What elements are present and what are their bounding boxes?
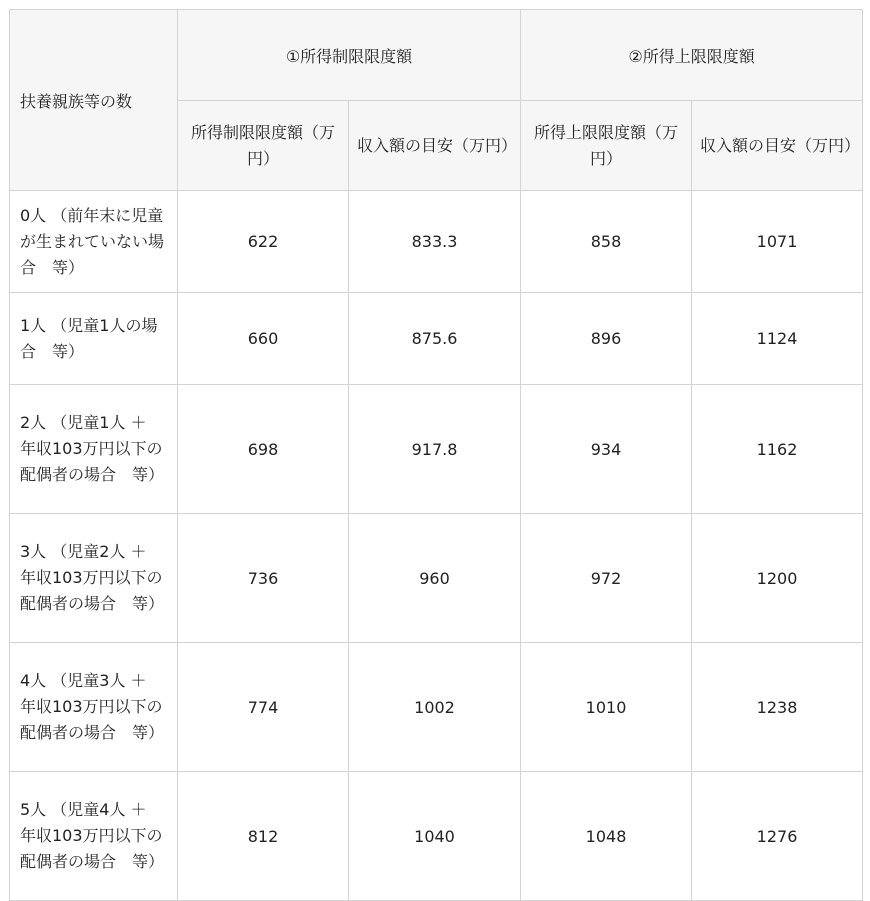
cell-income-upper-limit: 896: [521, 293, 692, 385]
header-group-income-limit: ①所得制限限度額: [178, 10, 521, 101]
header-income-estimate-2: 収入額の目安（万円）: [692, 101, 863, 191]
cell-income-limit: 774: [178, 643, 349, 772]
row-label: 0人 （前年末に児童が生まれていない場合 等）: [10, 191, 178, 293]
table-body: [10, 191, 863, 901]
row-label: 5人 （児童4人 ＋ 年収103万円以下の配偶者の場合 等）: [10, 772, 178, 901]
cell-income-estimate-2: 1124: [692, 293, 863, 385]
table-row: [10, 385, 863, 514]
header-group-income-upper-limit: ②所得上限限度額: [521, 10, 863, 101]
cell-income-limit: 698: [178, 385, 349, 514]
cell-income-estimate-1: 1002: [349, 643, 521, 772]
row-label: 1人 （児童1人の場合 等）: [10, 293, 178, 385]
income-limit-table: [9, 9, 863, 901]
header-dependents-count: 扶養親族等の数: [10, 10, 178, 191]
cell-income-limit: 736: [178, 514, 349, 643]
header-income-upper-limit-amount: 所得上限限度額（万円）: [521, 101, 692, 191]
cell-income-estimate-1: 1040: [349, 772, 521, 901]
header-row-groups: [10, 10, 863, 101]
cell-income-upper-limit: 972: [521, 514, 692, 643]
cell-income-estimate-2: 1071: [692, 191, 863, 293]
cell-income-limit: 812: [178, 772, 349, 901]
table-row: [10, 643, 863, 772]
cell-income-limit: 622: [178, 191, 349, 293]
cell-income-estimate-1: 833.3: [349, 191, 521, 293]
cell-income-estimate-2: 1276: [692, 772, 863, 901]
cell-income-upper-limit: 1010: [521, 643, 692, 772]
table-row: [10, 772, 863, 901]
cell-income-upper-limit: 1048: [521, 772, 692, 901]
cell-income-estimate-2: 1200: [692, 514, 863, 643]
cell-income-estimate-1: 960: [349, 514, 521, 643]
cell-income-upper-limit: 934: [521, 385, 692, 514]
header-income-estimate-1: 収入額の目安（万円）: [349, 101, 521, 191]
table-row: [10, 514, 863, 643]
cell-income-estimate-1: 917.8: [349, 385, 521, 514]
cell-income-upper-limit: 858: [521, 191, 692, 293]
row-label: 3人 （児童2人 ＋ 年収103万円以下の配偶者の場合 等）: [10, 514, 178, 643]
cell-income-estimate-2: 1238: [692, 643, 863, 772]
cell-income-limit: 660: [178, 293, 349, 385]
cell-income-estimate-1: 875.6: [349, 293, 521, 385]
row-label: 4人 （児童3人 ＋ 年収103万円以下の配偶者の場合 等）: [10, 643, 178, 772]
cell-income-estimate-2: 1162: [692, 385, 863, 514]
header-income-limit-amount: 所得制限限度額（万円）: [178, 101, 349, 191]
row-label: 2人 （児童1人 ＋ 年収103万円以下の配偶者の場合 等）: [10, 385, 178, 514]
table-container: [9, 9, 863, 901]
table-row: [10, 191, 863, 293]
table-header: [10, 10, 863, 191]
table-row: [10, 293, 863, 385]
